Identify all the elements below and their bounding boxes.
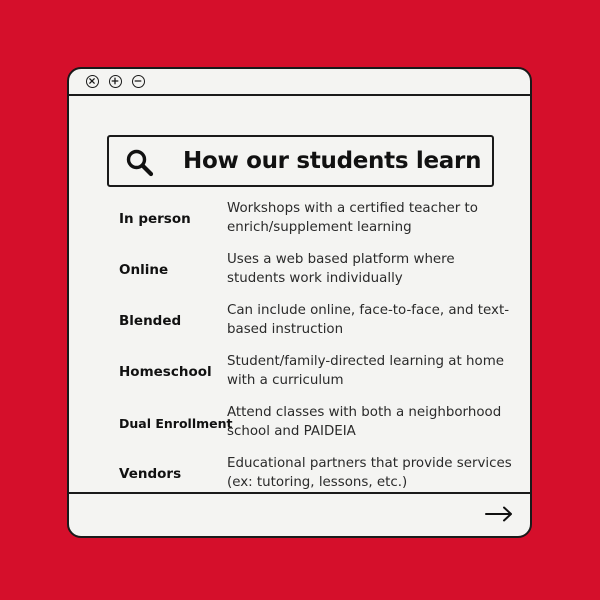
item-description: Uses a web based platform where students work individually xyxy=(227,252,455,286)
search-bar[interactable] xyxy=(107,135,494,187)
list-item xyxy=(119,352,519,403)
browser-window xyxy=(67,67,532,538)
item-term: Homeschool xyxy=(119,364,212,380)
arrow-right-icon[interactable] xyxy=(484,504,514,524)
maximize-icon[interactable] xyxy=(109,75,122,88)
window-footer xyxy=(69,492,530,536)
item-term: In person xyxy=(119,211,191,227)
item-description: Student/family-directed learning at home with a curriculum xyxy=(227,354,504,388)
list-item xyxy=(119,199,519,250)
item-description: Educational partners that provide services (ex: tutoring, lessons, etc.) xyxy=(227,456,512,490)
item-term: Blended xyxy=(119,313,182,329)
list-item xyxy=(119,250,519,301)
minimize-icon[interactable] xyxy=(132,75,145,88)
item-term: Vendors xyxy=(119,466,182,482)
item-description: Workshops with a certified teacher to enrich/supplement learning xyxy=(227,201,478,235)
item-description: Attend classes with both a neighborhood school and PAIDEIA xyxy=(227,405,502,439)
item-description: Can include online, face-to-face, and text-based instruction xyxy=(227,303,510,337)
list-item xyxy=(119,403,519,454)
item-term: Online xyxy=(119,262,169,278)
window-titlebar xyxy=(69,69,530,96)
search-icon[interactable] xyxy=(125,148,155,178)
close-icon[interactable] xyxy=(86,75,99,88)
learning-options-list xyxy=(119,199,519,505)
item-term: Dual Enrollment xyxy=(119,415,233,431)
list-item xyxy=(119,301,519,352)
page-heading: How our students learn xyxy=(183,148,482,174)
